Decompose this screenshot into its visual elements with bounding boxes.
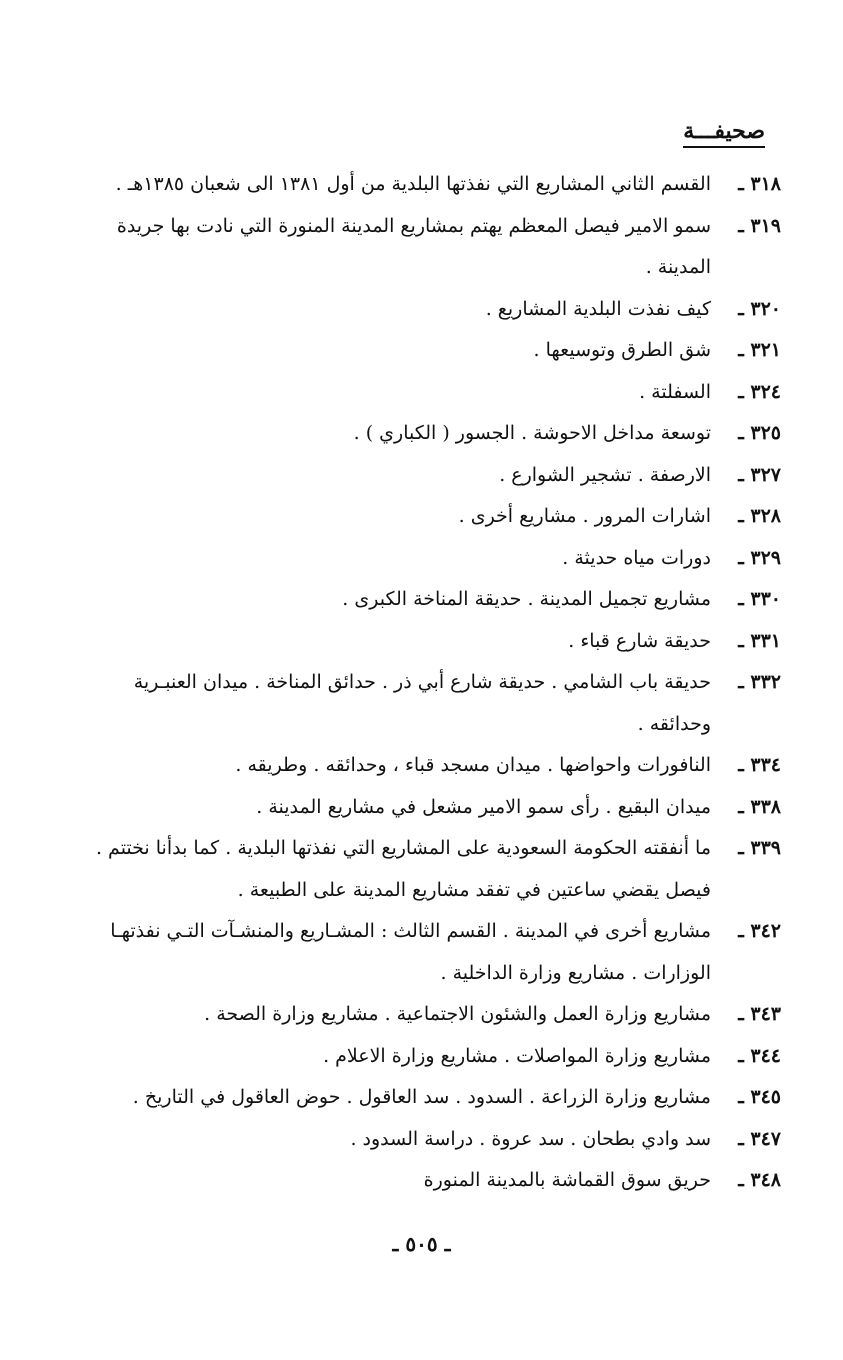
toc-entry (81, 330, 781, 372)
toc-page-number: ٣١٩ ـ (738, 214, 781, 237)
toc-entry-text: شق الطرق وتوسيعها . (533, 339, 711, 361)
toc-entry (81, 206, 781, 289)
toc-entry-text: ما أنفقته الحكومة السعودية على المشاريع التي نفذتها البلدية . كما بدأنا نختتم . فيصل يقضي ساعتين في تفقد مشاريع المدينة على الطبيعة . (95, 837, 711, 901)
toc-entry (81, 372, 781, 414)
toc-entry-text: مشاريع وزارة المواصلات . مشاريع وزارة الاعلام . (323, 1044, 711, 1067)
toc-page-number: ٣٢٥ ـ (738, 422, 781, 444)
toc-entry-text: كيف نفذت البلدية المشاريع . (485, 297, 711, 320)
toc-page-number: ٣٢٩ ـ (738, 546, 781, 569)
toc-page-number: ٣١٨ ـ (738, 173, 781, 195)
toc-entry-text: اشارات المرور . مشاريع أخرى . (458, 505, 711, 527)
toc-entry (81, 745, 781, 787)
toc-page-number: ٣٤٧ ـ (738, 1127, 781, 1150)
table-of-contents (81, 164, 781, 1202)
toc-page-number: ٣٣٠ ـ (738, 588, 781, 610)
toc-page-number: ٣٤٨ ـ (738, 1169, 781, 1191)
toc-entry-text: حريق سوق القماشة بالمدينة المنورة (423, 1169, 711, 1191)
toc-entry (81, 164, 781, 206)
toc-entry-text: القسم الثاني المشاريع التي نفذتها البلدية من أول ١٣٨١ الى شعبان ١٣٨٥هـ . (115, 173, 711, 195)
toc-entry (81, 994, 781, 1036)
toc-page-number: ٣٣٨ ـ (738, 795, 781, 818)
toc-entry-text: مشاريع تجميل المدينة . حديقة المناخة الكبرى . (342, 588, 711, 610)
toc-entry-text: دورات مياه حديثة . (562, 546, 711, 569)
toc-page-number: ٣٤٥ ـ (738, 1086, 781, 1108)
toc-entry (81, 621, 781, 663)
page-column-header: صحيفـــة (683, 118, 765, 148)
toc-entry-text: حديقة باب الشامي . حديقة شارع أبي ذر . حدائق المناخة . ميدان العنبـرية وحدائقه . (133, 671, 711, 735)
toc-entry-text: ميدان البقيع . رأى سمو الامير مشعل في مشاريع المدينة . (256, 795, 711, 818)
toc-page-number: ٣٢٨ ـ (738, 505, 781, 527)
toc-page-number: ٣٤٢ ـ (738, 920, 781, 942)
toc-entry-text: مشاريع وزارة الزراعة . السدود . سد العاقول . حوض العاقول في التاريخ . (132, 1086, 711, 1108)
toc-entry-text: حديقة شارع قباء . (568, 629, 711, 652)
toc-entry (81, 455, 781, 497)
toc-entry (81, 911, 781, 994)
toc-entry (81, 787, 781, 829)
toc-page-number: ٣٣١ ـ (738, 629, 781, 652)
toc-page-number: ٣٤٤ ـ (738, 1044, 781, 1067)
toc-entry (81, 289, 781, 331)
toc-entry-text: مشاريع أخرى في المدينة . القسم الثالث : المشـاريع والمنشـآت التـي نفذتهـا الوزارات . مشاريع وزارة الداخلية . (110, 920, 711, 984)
toc-page-number: ٣٢١ ـ (738, 339, 781, 361)
toc-entry (81, 1119, 781, 1161)
toc-entry-text: سمو الامير فيصل المعظم يهتم بمشاريع المدينة المنورة التي نادت بها جريدة المدينة . (116, 214, 711, 278)
toc-page-number: ٣٣٤ ـ (738, 754, 781, 776)
toc-entry-text: الارصفة . تشجير الشوارع . (499, 463, 711, 486)
toc-entry (81, 662, 781, 745)
toc-entry-text: السفلتة . (639, 380, 711, 403)
toc-entry (81, 413, 781, 455)
toc-entry (81, 1036, 781, 1078)
toc-entry (81, 1077, 781, 1119)
toc-entry (81, 1160, 781, 1202)
toc-entry-text: سد وادي بطحان . سد عروة . دراسة السدود . (350, 1127, 711, 1150)
toc-entry (81, 828, 781, 911)
toc-page-number: ٣٣٩ ـ (738, 837, 781, 859)
toc-entry-text: توسعة مداخل الاحوشة . الجسور ( الكباري ) . (353, 422, 711, 444)
toc-page-number: ٣٢٠ ـ (738, 297, 781, 320)
toc-entry (81, 538, 781, 580)
toc-page-number: ٣٣٢ ـ (738, 671, 781, 693)
toc-entry-text: النافورات واحواضها . ميدان مسجد قباء ، وحدائقه . وطريقه . (235, 754, 711, 776)
toc-entry-text: مشاريع وزارة العمل والشئون الاجتماعية . مشاريع وزارة الصحة . (204, 1003, 711, 1025)
toc-entry (81, 579, 781, 621)
toc-page-number: ٣٤٣ ـ (738, 1003, 781, 1025)
page-footer-number: ـ ٥٠٥ ـ (392, 1232, 451, 1256)
toc-page-number: ٣٢٧ ـ (738, 463, 781, 486)
toc-page-number: ٣٢٤ ـ (738, 380, 781, 403)
toc-entry (81, 496, 781, 538)
